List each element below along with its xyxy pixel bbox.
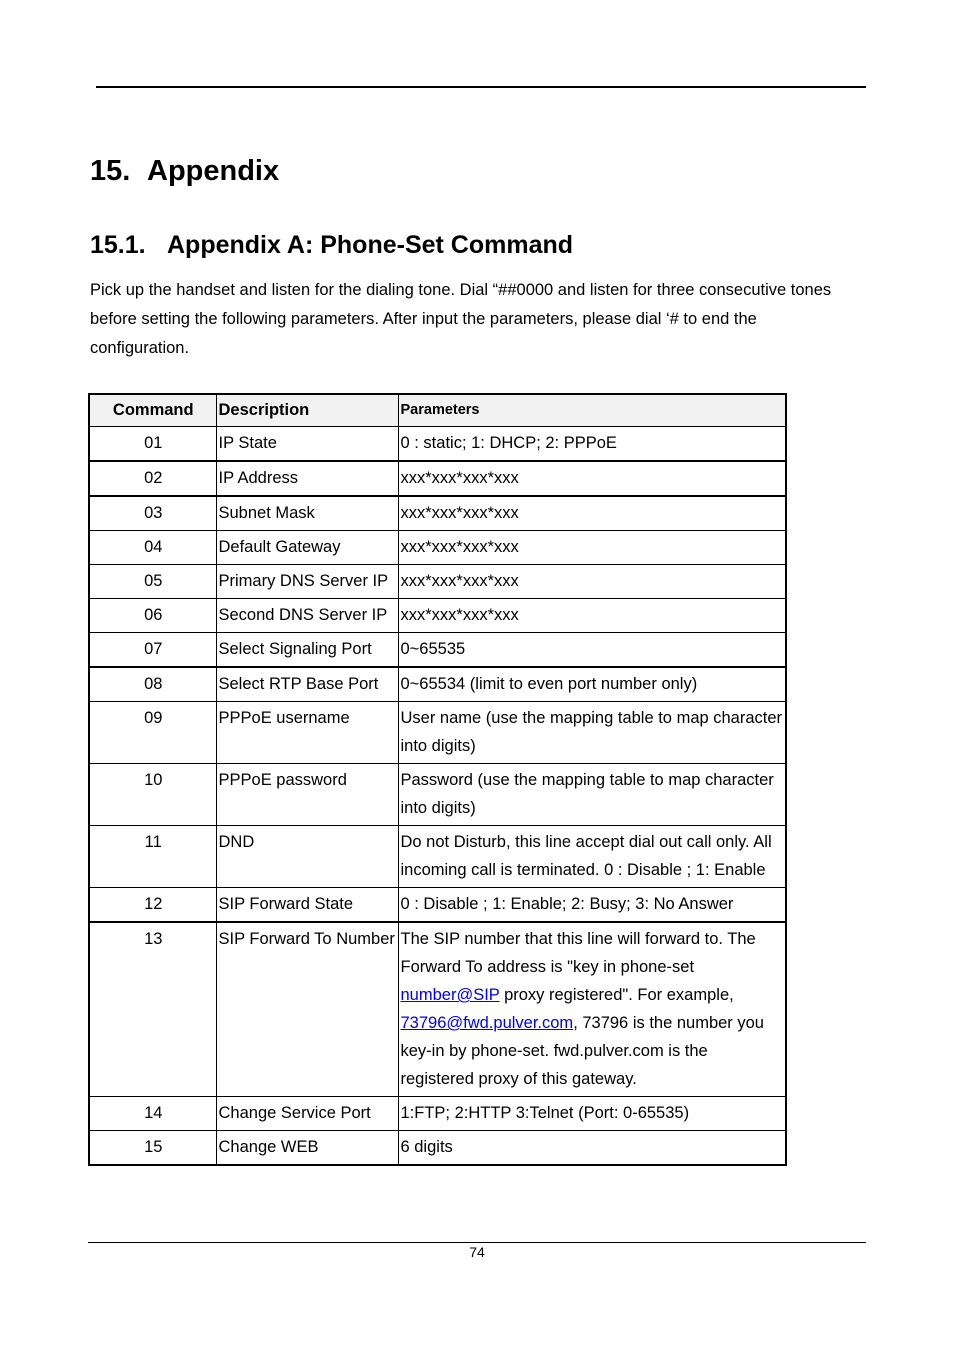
subsection-number: 15.1. [90, 231, 146, 259]
parameters-cell: xxx*xxx*xxx*xxx [398, 565, 786, 599]
description-cell: DND [216, 826, 398, 888]
description-cell: SIP Forward To Number [216, 922, 398, 1097]
footer-rule [88, 1242, 866, 1243]
parameters-cell: 1:FTP; 2:HTTP 3:Telnet (Port: 0-65535) [398, 1097, 786, 1131]
command-cell: 10 [89, 764, 216, 826]
table-row [89, 633, 786, 668]
table-row [89, 427, 786, 462]
header-parameters: Parameters [398, 394, 786, 427]
parameters-cell: xxx*xxx*xxx*xxx [398, 599, 786, 633]
parameters-text: proxy registered". For example, [499, 986, 734, 1004]
section-heading [90, 155, 279, 188]
section-title: Appendix [147, 155, 280, 187]
description-cell: Change Service Port [216, 1097, 398, 1131]
description-cell: PPPoE password [216, 764, 398, 826]
table-row [89, 764, 786, 826]
description-cell: PPPoE username [216, 702, 398, 764]
description-cell: Subnet Mask [216, 496, 398, 531]
parameters-cell: xxx*xxx*xxx*xxx [398, 531, 786, 565]
description-cell: IP Address [216, 461, 398, 496]
table-row [89, 922, 786, 1097]
description-cell: IP State [216, 427, 398, 462]
command-cell: 12 [89, 888, 216, 923]
command-cell: 02 [89, 461, 216, 496]
description-cell: Second DNS Server IP [216, 599, 398, 633]
parameters-text: , 73796 is the number you key-in by phone-set. fwd.pulver.com is the registered proxy of this gateway. [400, 1014, 764, 1088]
command-cell: 14 [89, 1097, 216, 1131]
parameters-cell: Password (use the mapping table to map character into digits) [398, 764, 786, 826]
command-cell: 13 [89, 922, 216, 1097]
command-cell: 09 [89, 702, 216, 764]
command-cell: 05 [89, 565, 216, 599]
description-cell: SIP Forward State [216, 888, 398, 923]
command-cell: 04 [89, 531, 216, 565]
header-rule [96, 86, 866, 88]
table-row [89, 667, 786, 702]
table-row [89, 599, 786, 633]
subsection-heading [90, 231, 573, 260]
table-row [89, 1131, 786, 1166]
command-cell: 11 [89, 826, 216, 888]
parameters-cell: 0 : Disable ; 1: Enable; 2: Busy; 3: No Answer [398, 888, 786, 923]
description-cell: Primary DNS Server IP [216, 565, 398, 599]
table-header-row [89, 394, 786, 427]
table-row [89, 1097, 786, 1131]
command-cell: 06 [89, 599, 216, 633]
command-cell: 15 [89, 1131, 216, 1166]
parameters-cell: xxx*xxx*xxx*xxx [398, 496, 786, 531]
table-row [89, 888, 786, 923]
parameters-cell [398, 922, 786, 1097]
parameters-cell: 0~65534 (limit to even port number only) [398, 667, 786, 702]
parameters-cell: 0 : static; 1: DHCP; 2: PPPoE [398, 427, 786, 462]
parameters-cell: 6 digits [398, 1131, 786, 1166]
description-cell: Default Gateway [216, 531, 398, 565]
description-cell: Change WEB [216, 1131, 398, 1166]
table-row [89, 461, 786, 496]
header-command: Command [89, 394, 216, 427]
description-cell: Select RTP Base Port [216, 667, 398, 702]
parameters-cell: User name (use the mapping table to map character into digits) [398, 702, 786, 764]
parameters-cell: xxx*xxx*xxx*xxx [398, 461, 786, 496]
page-number: 74 [469, 1244, 485, 1260]
description-cell: Select Signaling Port [216, 633, 398, 668]
parameters-text: The SIP number that this line will forward to. The Forward To address is "key in phone-set [400, 930, 756, 976]
example-address-link[interactable]: 73796@fwd.pulver.com [400, 1014, 574, 1032]
command-cell: 08 [89, 667, 216, 702]
command-cell: 03 [89, 496, 216, 531]
table-row [89, 531, 786, 565]
header-description: Description [216, 394, 398, 427]
table-row [89, 496, 786, 531]
phone-set-command-table [88, 393, 787, 1166]
table-row [89, 826, 786, 888]
command-cell: 01 [89, 427, 216, 462]
subsection-title: Appendix A: Phone-Set Command [167, 231, 574, 259]
parameters-cell: 0~65535 [398, 633, 786, 668]
section-number: 15. [90, 155, 131, 187]
sip-address-link[interactable]: number@SIP [400, 986, 500, 1004]
command-cell: 07 [89, 633, 216, 668]
intro-paragraph: Pick up the handset and listen for the dialing tone. Dial “##0000 and listen for three consecutive tones before setting the following parameters. After input the parameters, please dial ‘# to end the configuration. [90, 281, 832, 357]
table-row [89, 702, 786, 764]
parameters-cell: Do not Disturb, this line accept dial out call only. All incoming call is terminated. 0 : Disable ; 1: Enable [398, 826, 786, 888]
table-row [89, 565, 786, 599]
